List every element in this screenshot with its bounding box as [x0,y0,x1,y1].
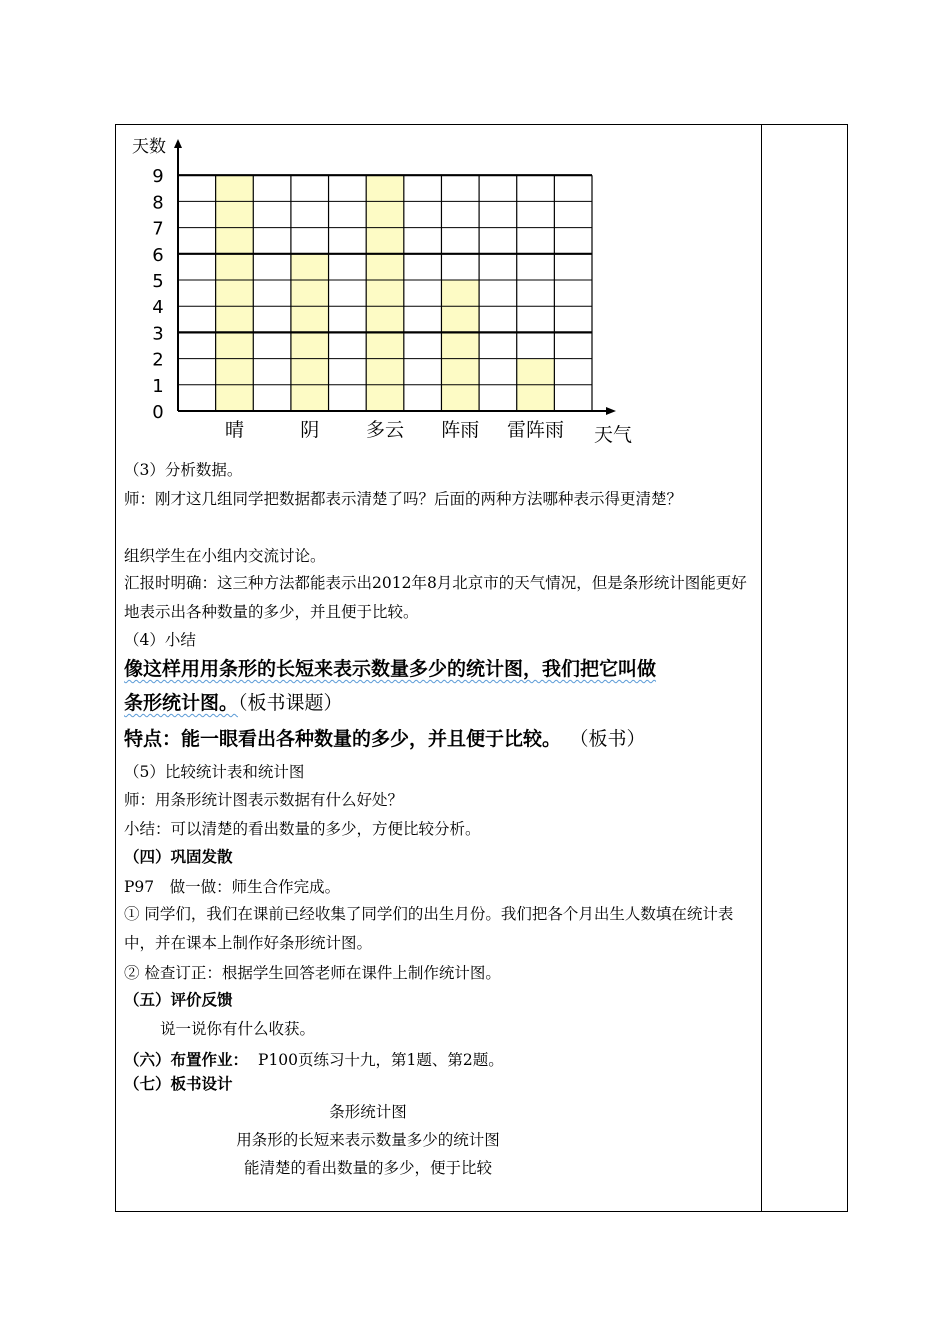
board-title: 条形统计图 [329,1103,407,1121]
y-tick-label: 4 [152,297,164,319]
exercise-line: P97 做一做：师生合作完成。 [124,878,341,896]
table-right-border [847,124,848,1212]
category-label: 雷阵雨 [507,419,565,441]
y-tick-label: 0 [152,402,164,423]
category-label: 阴 [300,419,320,441]
y-tick-label: 1 [152,375,164,397]
bar [441,280,479,411]
y-tick-label: 6 [152,244,164,266]
weather-bar-chart [118,130,648,450]
y-axis-arrow [174,139,182,148]
y-tick-label: 8 [152,192,164,214]
table-top-border-right [650,124,847,125]
definition-line-2: 条形统计图。（板书课题） [124,692,343,714]
report-conclusion: 汇报时明确：这三种方法都能表示出2012年8月北京市的天气情况，但是条形统计图能更好地表示出各种数量的多少，并且便于比较。 [124,574,747,621]
table-column-divider [761,124,762,1212]
step-summary: （4）小结 [124,631,196,649]
bar [366,175,404,411]
table-left-border [115,124,116,1212]
step-analyze: （3）分析数据。 [124,461,243,479]
activity-1: ① 同学们，我们在课前已经收集了同学们的出生月份。我们把各个月出生人数填在统计表中，并在课本上制作好条形统计图。 [124,905,734,952]
y-axis-label: 天数 [132,137,166,157]
board-feature: 能清楚的看出数量的多少，便于比较 [243,1159,492,1177]
y-tick-label: 9 [152,166,164,188]
step-compare: （5）比较统计表和统计图 [124,763,305,781]
category-label: 晴 [224,419,244,441]
teacher-question-2: 师：用条形统计图表示数据有什么好处？ [124,791,404,809]
category-label: 多云 [365,419,405,441]
activity-2: ② 检查订正：根据学生回答老师在课件上制作统计图。 [124,964,501,982]
group-discussion: 组织学生在小组内交流讨论。 [124,547,326,565]
x-axis-label: 天气 [594,424,633,446]
section-4-heading: （四）巩固发散 [124,848,233,866]
section-5-heading: （五）评价反馈 [124,991,233,1009]
x-axis-arrow [606,407,616,415]
homework-line: （六）布置作业： P100页练习十九，第1题、第2题。 [124,1051,504,1069]
table-bottom-border [115,1211,847,1212]
feature-line: 特点：能一眼看出各种数量的多少，并且便于比较。 （板书） [124,728,646,750]
category-label: 阵雨 [441,419,480,441]
board-definition: 用条形的长短来表示数量多少的统计图 [236,1131,500,1149]
table-top-border [115,124,650,125]
bar [216,175,254,411]
section-7-heading: （七）板书设计 [124,1075,233,1093]
y-tick-label: 3 [152,323,164,345]
reflection-prompt: 说一说你有什么收获。 [160,1020,316,1038]
y-tick-label: 5 [152,271,164,292]
summary-line: 小结：可以清楚的看出数量的多少，方便比较分析。 [124,820,481,838]
y-tick-label: 2 [152,349,164,371]
teacher-question: 师：刚才这几组同学把数据都表示清楚了吗？后面的两种方法哪种表示得更清楚？ [124,490,683,508]
y-tick-label: 7 [152,218,164,240]
definition-line-1: 像这样用用条形的长短来表示数量多少的统计图，我们把它叫做 [124,658,657,680]
